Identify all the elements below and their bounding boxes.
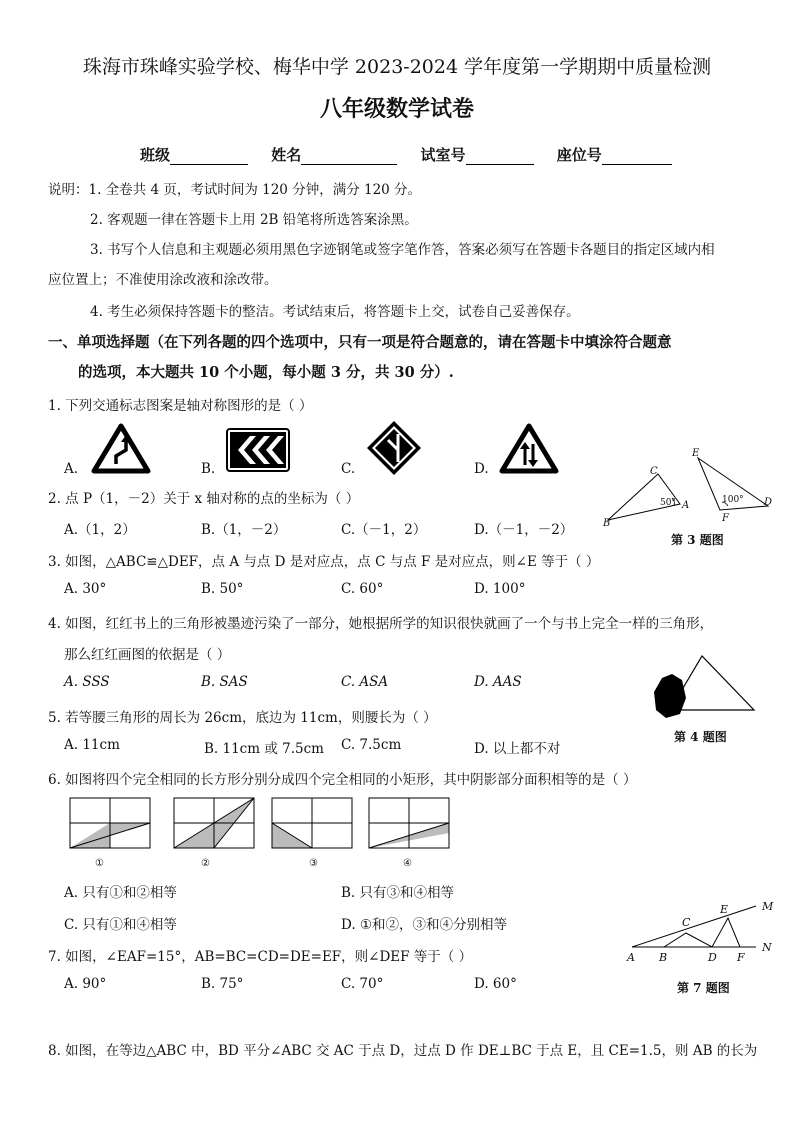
section1-heading: 一、单项选择题（在下列各题的四个选项中，只有一项是符合题意的，请在答题卡中填涂符合题意 — [48, 334, 672, 351]
instruction-2: 2. 客观题一律在答题卡上用 2B 铅笔将所选答案涂黑。 — [90, 212, 418, 228]
exam-title: 珠海市珠峰实验学校、梅华中学 2023-2024 学年度第一学期期中质量检测 — [82, 56, 712, 78]
two-way-traffic-sign-icon — [500, 424, 558, 474]
q3-figure — [596, 446, 782, 530]
q4-option-b[interactable]: B. SAS — [201, 674, 248, 690]
q4-option-a[interactable]: A. SSS — [64, 674, 110, 690]
q6-fig-label-2: ② — [201, 858, 210, 869]
q2-option-c[interactable]: C.（－1，2） — [341, 522, 427, 538]
student-info-row — [140, 144, 672, 165]
q7-label-b: B — [659, 951, 668, 964]
q1-option-b[interactable]: B. — [201, 461, 216, 477]
merge-diamond-sign-icon — [366, 420, 422, 476]
field-class-label: 班级 — [140, 146, 171, 164]
q3-label-d: D — [764, 497, 773, 508]
q2-option-d[interactable]: D.（－1，－2） — [474, 522, 574, 538]
q3-label-f: F — [722, 513, 729, 524]
q3-label-c: C — [650, 466, 658, 477]
instruction-1: 说明：1. 全卷共 4 页，考试时间为 120 分钟，满分 120 分。 — [48, 182, 422, 198]
double-bend-sign-icon — [92, 424, 150, 474]
q7-option-c[interactable]: C. 70° — [341, 976, 384, 992]
q4-option-c[interactable]: C. ASA — [341, 674, 389, 690]
field-seat-blank[interactable] — [602, 148, 672, 165]
q7-option-a[interactable]: A. 90° — [64, 976, 107, 992]
q5-stem: 5. 若等腰三角形的周长为 26cm，底边为 11cm，则腰长为（ ） — [48, 710, 437, 726]
q7-label-f: F — [737, 951, 745, 964]
field-seat-label: 座位号 — [556, 146, 602, 164]
q6-stem: 6. 如图将四个完全相同的长方形分别分成四个完全相同的小矩形，其中阴影部分面积相等的是（ ） — [48, 772, 637, 788]
q1-option-d[interactable]: D. — [474, 461, 489, 477]
q6-rect-2 — [173, 797, 255, 849]
instruction-3a: 3. 书写个人信息和主观题必须用黑色字迹钢笔或签字笔作答，答案必须写在答题卡各题目的指定区域内相 — [90, 242, 715, 258]
q4-option-d[interactable]: D. AAS — [474, 674, 522, 690]
q6-rect-4 — [368, 797, 450, 849]
field-name-blank[interactable] — [301, 148, 397, 165]
q2-stem: 2. 点 P（1，－2）关于 x 轴对称的点的坐标为（ ） — [48, 491, 360, 507]
q3-angle-50: 50° — [660, 498, 676, 508]
q1-stem: 1. 下列交通标志图案是轴对称图形的是（ ） — [48, 398, 313, 414]
q3-caption: 第 3 题图 — [671, 533, 724, 547]
q3-label-b: B — [603, 518, 611, 529]
q3-label-e: E — [692, 448, 700, 459]
q6-option-d[interactable]: D. ①和②，③和④分别相等 — [341, 917, 508, 933]
q8-stem: 8. 如图，在等边△ABC 中，BD 平分∠ABC 交 AC 于点 D，过点 D 作 DE⊥BC 于点 E，且 CE=1.5，则 AB 的长为 — [48, 1043, 758, 1059]
q4-figure — [652, 652, 756, 720]
field-room-blank[interactable] — [466, 148, 534, 165]
q1-option-c[interactable]: C. — [341, 461, 356, 477]
q3-option-c[interactable]: C. 60° — [341, 581, 384, 597]
field-name-label: 姓名 — [271, 146, 302, 164]
q5-option-d[interactable]: D. 以上都不对 — [474, 741, 561, 757]
q7-option-d[interactable]: D. 60° — [474, 976, 517, 992]
q7-stem: 7. 如图，∠EAF=15°，AB=BC=CD=DE=EF，则∠DEF 等于（ ） — [48, 949, 473, 965]
q7-label-e: E — [720, 903, 729, 916]
q7-label-c: C — [682, 916, 691, 929]
q7-label-m: M — [762, 900, 774, 913]
instruction-4: 4. 考生必须保持答题卡的整洁。考试结束后，将答题卡上交，试卷自己妥善保存。 — [90, 304, 580, 320]
q7-label-d: D — [708, 951, 717, 964]
exam-subtitle: 八年级数学试卷 — [319, 96, 474, 122]
ink-blot-icon — [654, 674, 686, 718]
instruction-3b: 应位置上；不准使用涂改液和涂改带。 — [48, 272, 278, 288]
q3-option-d[interactable]: D. 100° — [474, 581, 526, 597]
q7-label-a: A — [627, 951, 635, 964]
q7-figure — [628, 902, 764, 952]
q7-option-b[interactable]: B. 75° — [201, 976, 244, 992]
q6-option-c[interactable]: C. 只有①和④相等 — [64, 917, 177, 933]
q5-option-c[interactable]: C. 7.5cm — [341, 737, 402, 753]
chevron-sign-icon — [226, 428, 290, 472]
q3-angle-100: 100° — [722, 495, 744, 505]
q2-option-a[interactable]: A.（1，2） — [64, 522, 136, 538]
field-class-blank[interactable] — [170, 148, 248, 165]
q6-rect-3 — [271, 797, 353, 849]
q6-fig-label-3: ③ — [309, 858, 318, 869]
section1-heading-2: 的选项，本大题共 10 个小题，每小题 3 分，共 30 分）. — [78, 364, 454, 381]
field-room-label: 试室号 — [420, 146, 466, 164]
q6-fig-label-4: ④ — [403, 858, 412, 869]
q4-stem: 4. 如图，红红书上的三角形被墨迹污染了一部分，她根据所学的知识很快就画了一个与书上完全一样的三角形， — [48, 616, 714, 632]
q4-stem-2: 那么红红画图的依据是（ ） — [64, 647, 231, 663]
q6-rect-1 — [69, 797, 151, 849]
q3-label-a: A — [682, 500, 690, 511]
q5-option-b[interactable]: B. 11cm 或 7.5cm — [204, 741, 324, 757]
q2-option-b[interactable]: B.（1，－2） — [201, 522, 287, 538]
q7-label-n: N — [762, 941, 772, 954]
q6-option-a[interactable]: A. 只有①和②相等 — [64, 885, 177, 901]
q3-option-a[interactable]: A. 30° — [64, 581, 107, 597]
q3-stem: 3. 如图，△ABC≌△DEF，点 A 与点 D 是对应点，点 C 与点 F 是对应点，则∠E 等于（ ） — [48, 554, 600, 570]
q7-caption: 第 7 题图 — [677, 981, 730, 995]
q6-option-b[interactable]: B. 只有③和④相等 — [341, 885, 455, 901]
q6-fig-label-1: ① — [95, 858, 104, 869]
q5-option-a[interactable]: A. 11cm — [64, 737, 120, 753]
q1-option-a[interactable]: A. — [64, 461, 79, 477]
q3-option-b[interactable]: B. 50° — [201, 581, 244, 597]
q4-caption: 第 4 题图 — [674, 730, 727, 744]
